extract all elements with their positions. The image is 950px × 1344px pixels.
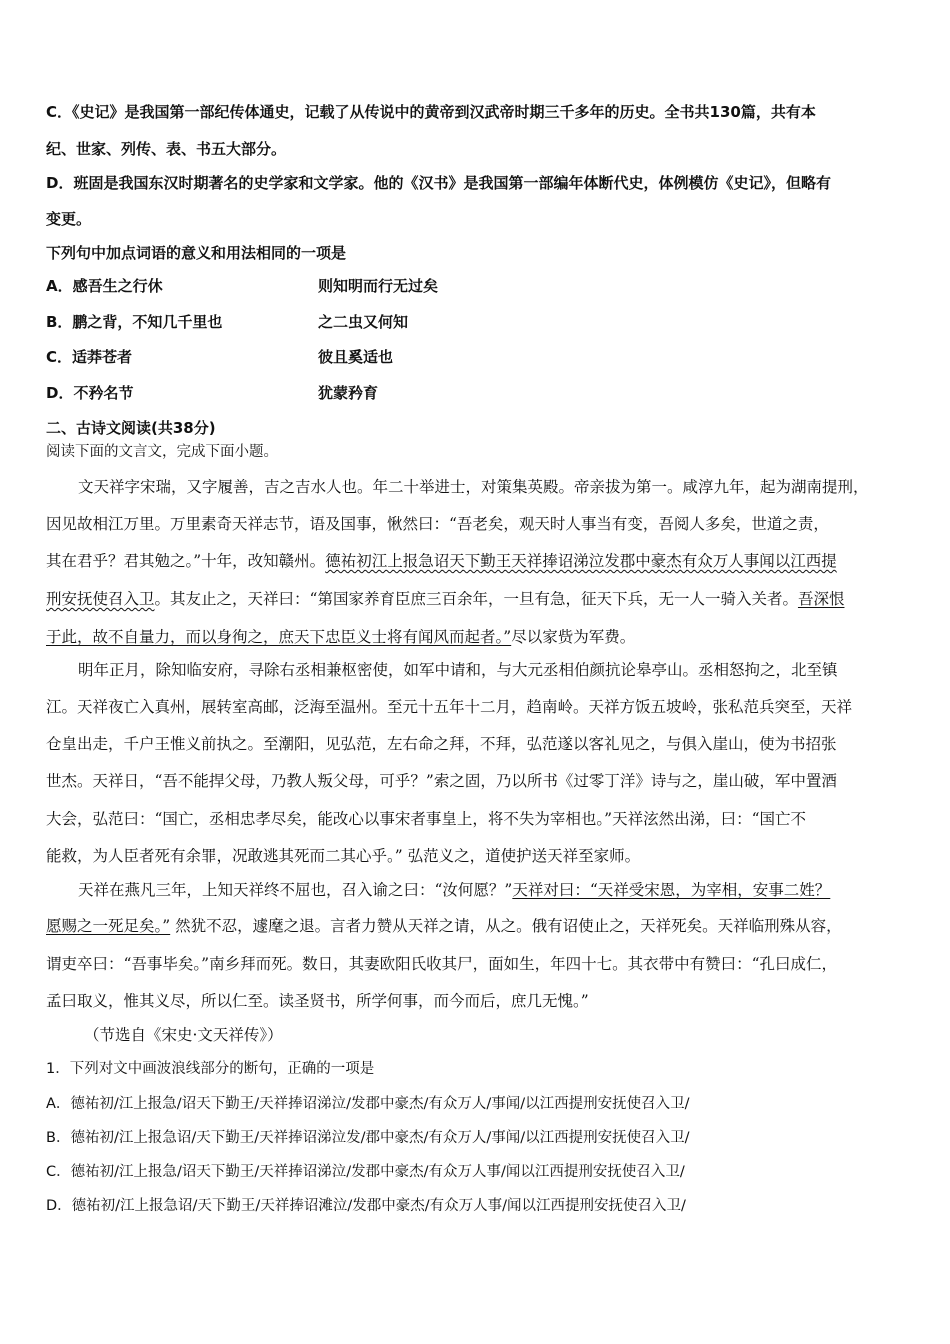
passage-p1-line-2: 因见故相江万里。万里素奇天祥志节，语及国事，愀然曰：“吾老矣，观天时人事当有变，吾阅人多矣，世道之责，	[46, 515, 829, 533]
option-b-right: 之二虫又何知	[318, 313, 409, 331]
passage-text: 天祥在燕凡三年，上知天祥终不屈也，召入谕之曰：“汝何愿？”	[78, 881, 513, 899]
option-c-right: 彼且奚适也	[318, 348, 394, 366]
passage-p2-line-1: 明年正月，除知临安府，寻除右丞相兼枢密使，如军中请和，与大元丞相伯颜抗论皋亭山。丞相怒拘之，北至镇	[78, 661, 838, 679]
passage-text: 然犹不忍，遽麾之退。言者力赞从天祥之请，从之。俄有诏使止之，天祥死矣。天祥临刑殊从容，	[170, 917, 842, 935]
choice-c-line-2: 纪、世家、列传、表、书五大部分。	[46, 140, 287, 158]
question-1-option-a: A．德祐初/江上报急/诏天下勤王/天祥捧诏涕泣/发郡中豪杰/有众万人/事闻/以江西提刑安抚使召入卫/	[46, 1096, 690, 1112]
instructions: 阅读下面的文言文，完成下面小题。	[46, 444, 278, 460]
option-b-left: B．鹏之背，不知几千里也	[46, 313, 223, 331]
passage-p1-line-4	[46, 588, 844, 610]
option-d-right: 犹蒙矜育	[318, 384, 379, 402]
choice-c-line-1: C．《史记》是我国第一部纪传体通史，记载了从传说中的黄帝到汉武帝时期三千多年的历史。全书共130篇，共有本	[46, 103, 816, 121]
question-1-option-c: C．德祐初/江上报急/诏天下勤王/天祥捧诏涕泣/发郡中豪杰/有众万人事/闻以江西提刑安抚使召入卫/	[46, 1164, 685, 1180]
question-1-stem: 1．下列对文中画波浪线部分的断句，正确的一项是	[46, 1061, 375, 1077]
underlined-sentence: 愿赐之一死足矣。”	[46, 917, 171, 935]
option-d-left: D．不矜名节	[46, 384, 134, 402]
question-1-option-d: D．德祐初/江上报急诏/天下勤王/天祥捧诏滩泣/发郡中豪杰/有众万人事/闻以江西提刑安抚使召入卫/	[46, 1198, 686, 1214]
option-a-left: A．感吾生之行休	[46, 277, 163, 295]
passage-p1-line-5	[46, 626, 635, 648]
question-stem: 下列句中加点词语的意义和用法相同的一项是	[46, 244, 347, 262]
wavy-underlined-text: 刑安抚使召入卫	[46, 590, 155, 608]
passage-p2-line-4: 世杰。天祥日，“吾不能捍父母，乃教人叛父母，可乎？”索之固，乃以所书《过零丁洋》诗与之，崖山破，军中置酒	[46, 772, 837, 790]
section-title: 二、古诗文阅读(共38分)	[46, 419, 216, 437]
underlined-sentence: 吾深恨	[797, 590, 845, 608]
passage-p3-line-4: 孟曰取义，惟其义尽，所以仁至。读圣贤书，所学何事，而今而后，庶几无愧。”	[46, 992, 589, 1010]
underlined-sentence: 天祥对曰：“天祥受宋恩，为宰相，安事二姓？	[512, 881, 831, 899]
passage-text: 。其友止之，天祥曰：“第国家养育臣庶三百余年，一旦有急，征天下兵，无一人一骑入关者。	[154, 590, 798, 608]
passage-p3-line-3: 谓吏卒曰：“吾事毕矣。”南乡拜而死。数日，其妻欧阳氏收其尸，面如生，年四十七。其衣带中有赞曰：“孔曰成仁，	[46, 955, 838, 973]
passage-text: 其在君乎？君其勉之。”十年，改知赣州。	[46, 552, 326, 570]
wavy-underlined-text: 德祐初江上报急诏天下勤王天祥捧诏涕泣发郡中豪杰有众万人事闻以江西提	[325, 552, 837, 570]
passage-p2-line-3: 仓皇出走，千户王惟义前执之。至潮阳，见弘范，左右命之拜，不拜，弘范遂以客礼见之，与俱入崖山，使为书招张	[46, 735, 837, 753]
passage-p3-line-2	[46, 915, 842, 937]
passage-p2-line-2: 江。天祥夜亡入真州，展转室高邮，泛海至温州。至元十五年十二月，趋南岭。天祥方饭五坡岭，张私范兵突至，天祥	[46, 698, 853, 716]
passage-source: （节选自《宋史·文天祥传》）	[84, 1026, 283, 1044]
choice-d-line-2: 变更。	[46, 210, 92, 228]
passage-p2-line-5: 大会，弘范曰：“国亡，丞相忠孝尽矣，能改心以事宋者事皇上，将不失为宰相也。”天祥泫然出涕，曰：“国亡不	[46, 810, 807, 828]
underlined-sentence: 于此，故不自量力，而以身徇之，庶天下忠臣义士将有闻风而起者。”	[46, 628, 512, 646]
passage-p2-line-6: 能救，为人臣者死有余罪，况敢逃其死而二其心乎。” 弘范义之，道使护送天祥至家师。	[46, 847, 641, 865]
option-c-left: C．适莽苍者	[46, 348, 133, 366]
passage-p1-line-1: 文天祥字宋瑞，又字履善，吉之吉水人也。年二十举进士，对策集英殿。帝亲拔为第一。咸淳九年，起为湖南提刑，	[78, 478, 869, 496]
passage-p1-line-3	[46, 550, 837, 572]
passage-p3-line-1	[78, 879, 830, 901]
question-1-option-b: B．德祐初/江上报急诏/天下勤王/天祥捧诏涕泣发/郡中豪杰/有众万人/事闻/以江西提刑安抚使召入卫/	[46, 1130, 690, 1146]
choice-d-line-1: D．班固是我国东汉时期著名的史学家和文学家。他的《汉书》是我国第一部编年体断代史，体例模仿《史记》，但略有	[46, 174, 831, 192]
passage-text: 尽以家赀为军费。	[511, 628, 636, 646]
option-a-right: 则知明而行无过矣	[318, 277, 439, 295]
